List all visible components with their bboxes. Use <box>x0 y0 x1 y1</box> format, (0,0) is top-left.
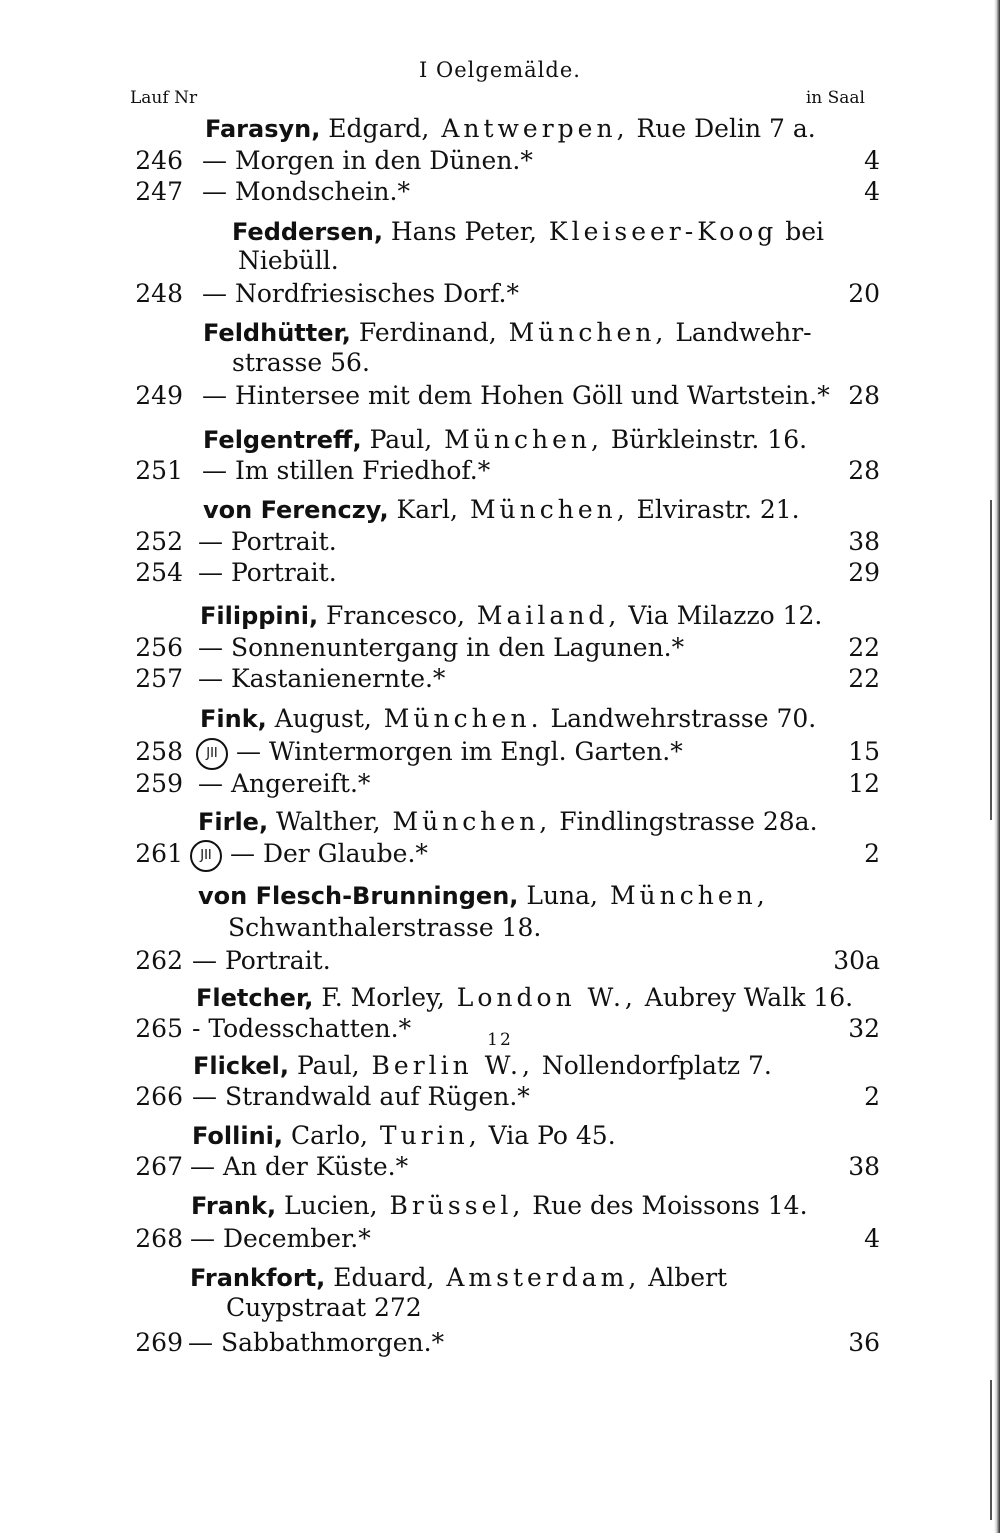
artist-name: Frankfort, <box>190 1264 326 1292</box>
artist-firstname: Francesco, <box>318 601 465 630</box>
artist-address: Aubrey Walk 16. <box>636 983 854 1012</box>
work-title: — An der Küste.* <box>190 1152 409 1181</box>
work-number: 254 <box>135 558 183 587</box>
work-number: 251 <box>135 456 183 485</box>
work-title-line <box>198 663 445 695</box>
artist-address: Albert <box>640 1263 728 1292</box>
artist-address: Rue des Moissons 14. <box>524 1191 808 1220</box>
work-number: 267 <box>135 1152 183 1181</box>
artist-name: Fink, <box>200 705 267 733</box>
artist-firstname: Luna, <box>518 881 598 910</box>
artist-address-continued: Cuypstraat 272 <box>226 1293 422 1322</box>
work-title-line <box>202 380 830 412</box>
artist-name: Fletcher, <box>196 984 314 1012</box>
work-room: 38 <box>848 527 880 556</box>
work-room: 22 <box>848 633 880 662</box>
artist-name: Feldhütter, <box>203 319 351 347</box>
artist-address: Landwehr- <box>667 318 812 347</box>
work-room: 36 <box>848 1328 880 1357</box>
work-room: 38 <box>848 1152 880 1181</box>
artist-heading <box>200 600 822 632</box>
work-title-line <box>196 736 683 770</box>
artist-firstname: Edgard, <box>320 114 430 143</box>
work-row <box>0 768 1000 800</box>
artist-address-continued: Schwanthalerstrasse 18. <box>228 913 542 942</box>
work-room: 30a <box>833 946 880 975</box>
artist-city: Amsterdam, <box>434 1263 641 1292</box>
artist-name: von Ferenczy, <box>203 496 389 524</box>
work-title-line <box>198 557 337 589</box>
work-row <box>0 176 1000 208</box>
work-title: — Morgen in den Dünen.* <box>202 146 533 175</box>
work-room: 15 <box>848 737 880 766</box>
artist-city: London W., <box>444 983 637 1012</box>
column-header-lauf-nr: Lauf Nr <box>130 88 198 108</box>
work-title: — Wintermorgen im Engl. Garten.* <box>236 737 683 766</box>
work-number: 261 <box>135 839 183 868</box>
artist-name: Firle, <box>198 808 269 836</box>
artist-firstname: August, <box>266 704 372 733</box>
artist-firstname: Karl, <box>388 495 458 524</box>
artist-heading <box>200 703 816 735</box>
work-number: 257 <box>135 664 183 693</box>
artist-heading <box>193 1050 772 1082</box>
work-row <box>0 526 1000 558</box>
work-row <box>0 736 1000 768</box>
artist-address: Landwehrstrasse 70. <box>542 704 817 733</box>
work-row <box>0 1327 1000 1359</box>
artist-name: Felgentreff, <box>203 426 362 454</box>
work-row <box>0 632 1000 664</box>
artist-city: München, <box>496 318 668 347</box>
artist-address: Bürkleinstr. 16. <box>602 425 808 454</box>
work-room: 32 <box>848 1014 880 1043</box>
work-title: — Der Glaube.* <box>230 839 428 868</box>
artist-firstname: Ferdinand, <box>350 318 497 347</box>
work-title-line <box>198 768 370 800</box>
work-row <box>0 1223 1000 1255</box>
artist-city: München, <box>380 807 552 836</box>
work-title-line <box>188 1327 444 1359</box>
artist-name: Frank, <box>191 1192 277 1220</box>
work-room: 29 <box>848 558 880 587</box>
work-title: — December.* <box>190 1224 371 1253</box>
work-title: — Kastanienernte.* <box>198 664 446 693</box>
work-number: 249 <box>135 381 183 410</box>
page-number: 12 <box>487 1030 513 1050</box>
artist-city: Kleiseer-Koog <box>536 217 778 246</box>
work-room: 2 <box>864 839 880 868</box>
artist-city: München. <box>371 704 543 733</box>
work-title-line <box>202 145 533 177</box>
artist-heading <box>190 1262 727 1294</box>
artist-name: Filippini, <box>200 602 319 630</box>
work-title: — Strandwald auf Rügen.* <box>192 1082 530 1111</box>
artist-city: Mailand, <box>464 601 621 630</box>
work-title-line <box>190 838 428 872</box>
work-room: 28 <box>848 456 880 485</box>
work-title-line <box>192 1081 530 1113</box>
work-room: 4 <box>864 146 880 175</box>
work-number: 258 <box>135 737 183 766</box>
artist-heading <box>196 982 853 1014</box>
work-title-line <box>198 632 684 664</box>
work-title: — Im stillen Friedhof.* <box>202 456 491 485</box>
work-row <box>0 380 1000 412</box>
artist-heading <box>191 1190 808 1222</box>
work-number: 256 <box>135 633 183 662</box>
artist-firstname: Lucien, <box>276 1191 378 1220</box>
work-title: — Sonnenuntergang in den Lagunen.* <box>198 633 685 662</box>
work-number: 268 <box>135 1224 183 1253</box>
artist-heading <box>203 424 807 456</box>
work-title: - Todesschatten.* <box>192 1014 412 1043</box>
work-number: 246 <box>135 146 183 175</box>
work-row <box>0 278 1000 310</box>
work-title: — Portrait. <box>192 946 331 975</box>
artist-city: Brüssel, <box>377 1191 525 1220</box>
stamp-badge: JII <box>196 738 228 770</box>
work-title-line <box>190 1151 408 1183</box>
artist-address: Via Po 45. <box>480 1121 616 1150</box>
work-number: 262 <box>135 946 183 975</box>
work-row <box>0 145 1000 177</box>
work-room: 2 <box>864 1082 880 1111</box>
column-header-in-saal: in Saal <box>805 88 865 108</box>
work-room: 28 <box>848 381 880 410</box>
work-row <box>0 1151 1000 1183</box>
work-title: — Sabbathmorgen.* <box>188 1328 445 1357</box>
page-edge-mark <box>990 1380 992 1520</box>
work-row <box>0 663 1000 695</box>
running-title: I Oelgemälde. <box>419 58 581 82</box>
work-title: — Nordfriesisches Dorf.* <box>202 279 520 308</box>
artist-city: München, <box>458 495 629 524</box>
work-title: — Portrait. <box>198 527 337 556</box>
artist-address: Elvirastr. 21. <box>628 495 800 524</box>
work-room: 12 <box>848 769 880 798</box>
work-row <box>0 557 1000 589</box>
artist-name: Flickel, <box>193 1052 290 1080</box>
work-title-line <box>202 455 490 487</box>
artist-firstname: Hans Peter, <box>382 217 537 246</box>
artist-address: Findlingstrasse 28a. <box>551 807 818 836</box>
artist-city: Antwerpen, <box>429 114 629 143</box>
artist-firstname: Paul, <box>289 1051 360 1080</box>
artist-heading <box>203 494 800 526</box>
artist-name: Farasyn, <box>205 115 321 143</box>
artist-city: München, <box>598 881 769 910</box>
artist-city: Turin, <box>367 1121 481 1150</box>
artist-heading <box>232 216 824 248</box>
work-room: 4 <box>864 1224 880 1253</box>
stamp-badge: JII <box>190 840 222 872</box>
work-row <box>0 1081 1000 1113</box>
work-title: — Angereift.* <box>198 769 371 798</box>
work-title: — Portrait. <box>198 558 337 587</box>
work-number: 247 <box>135 177 183 206</box>
artist-name: Follini, <box>192 1122 284 1150</box>
artist-name: Feddersen, <box>232 218 383 246</box>
artist-address: bei <box>777 217 825 246</box>
artist-heading <box>205 113 816 145</box>
artist-heading <box>198 806 818 838</box>
work-row <box>0 455 1000 487</box>
artist-firstname: Eduard, <box>325 1263 435 1292</box>
work-title: — Hintersee mit dem Hohen Göll und Wartstein.* <box>202 381 830 410</box>
artist-address-continued: strasse 56. <box>232 348 370 377</box>
work-room: 4 <box>864 177 880 206</box>
artist-city: Berlin W., <box>359 1051 534 1080</box>
work-number: 259 <box>135 769 183 798</box>
work-number: 252 <box>135 527 183 556</box>
work-title-line <box>190 1223 371 1255</box>
work-row <box>0 838 1000 870</box>
artist-address: Via Milazzo 12. <box>620 601 823 630</box>
work-number: 265 <box>135 1014 183 1043</box>
artist-firstname: Paul, <box>361 425 433 454</box>
work-title-line <box>198 526 337 558</box>
artist-address: Rue Delin 7 a. <box>628 114 816 143</box>
artist-firstname: Walther, <box>268 807 381 836</box>
work-title-line <box>202 278 519 310</box>
work-row <box>0 945 1000 977</box>
work-title: — Mondschein.* <box>202 177 410 206</box>
artist-firstname: Carlo, <box>283 1121 368 1150</box>
work-number: 269 <box>135 1328 183 1357</box>
artist-heading <box>192 1120 616 1152</box>
artist-name: von Flesch-Brunningen, <box>198 882 519 910</box>
artist-heading <box>203 317 812 349</box>
work-room: 22 <box>848 664 880 693</box>
artist-firstname: F. Morley, <box>313 983 445 1012</box>
artist-address-continued: Niebüll. <box>238 246 339 275</box>
work-number: 266 <box>135 1082 183 1111</box>
work-room: 20 <box>848 279 880 308</box>
artist-city: München, <box>432 425 603 454</box>
artist-address: Nollendorfplatz 7. <box>533 1051 772 1080</box>
work-title-line <box>202 176 410 208</box>
work-number: 248 <box>135 279 183 308</box>
work-title-line <box>192 945 331 977</box>
artist-heading <box>198 880 769 912</box>
